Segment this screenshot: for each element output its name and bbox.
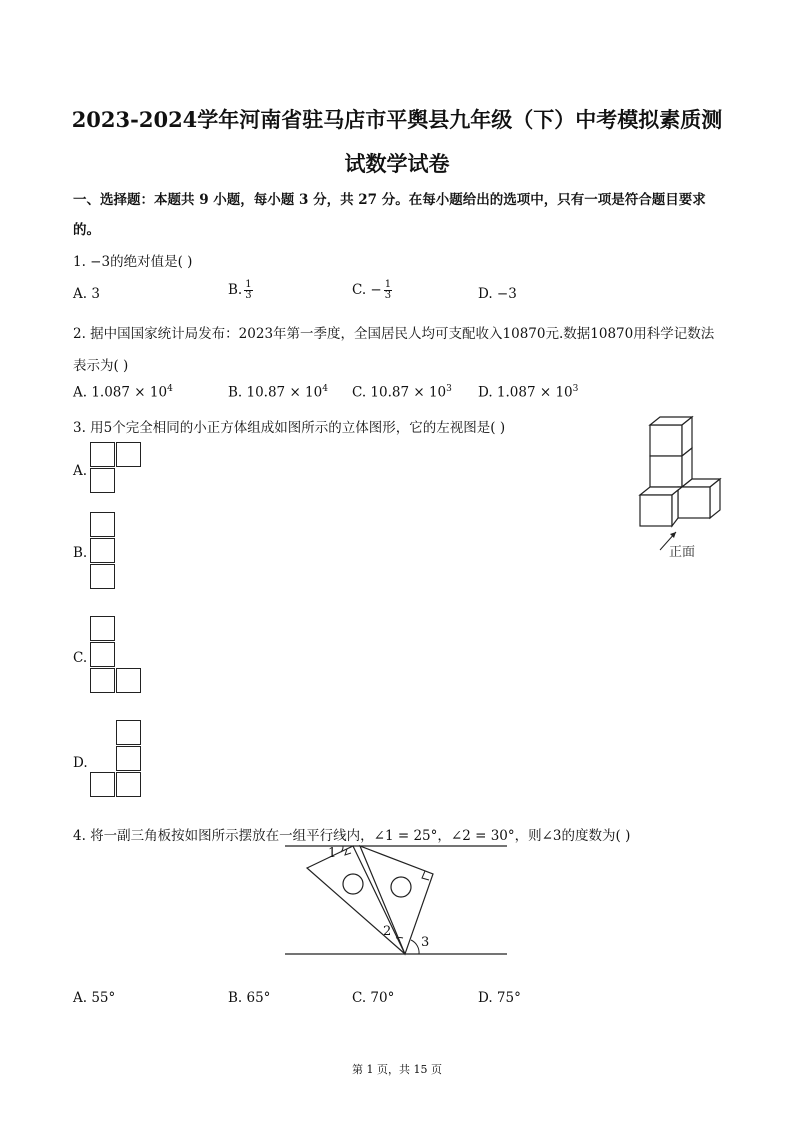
q1-option-c-fraction	[384, 280, 392, 301]
front-label: 正面	[669, 545, 696, 560]
q2-option-d-exponent: 3	[572, 384, 579, 394]
view-square	[90, 668, 115, 693]
question-2-stem-cont: 表示为( )	[73, 358, 129, 374]
q1-option-c-label: C. −	[352, 282, 382, 298]
q2-option-d-base: D. 1.087 × 10	[478, 384, 573, 401]
view-square	[116, 772, 141, 797]
cube-front-face	[650, 456, 682, 487]
cube-front-face	[640, 495, 672, 526]
q3-option-c-figure	[90, 616, 145, 696]
q1-option-a: A. 3	[73, 286, 100, 302]
q4-option-b: B. 65°	[228, 990, 271, 1006]
view-square	[90, 512, 115, 537]
view-square	[90, 468, 115, 493]
fraction-denominator: 3	[384, 290, 392, 301]
q4-option-a: A. 55°	[73, 990, 116, 1006]
q4-option-c: C. 70°	[352, 990, 395, 1006]
section-header-cont: 的。	[73, 222, 100, 238]
q2-option-b-base: B. 10.87 × 10	[228, 384, 323, 401]
q1-option-b-fraction	[244, 280, 252, 301]
view-square	[90, 616, 115, 641]
view-square	[116, 442, 141, 467]
angle-2-label: 2	[383, 924, 392, 939]
view-square	[116, 668, 141, 693]
q2-option-d	[478, 384, 578, 401]
q2-option-b	[228, 384, 328, 401]
angle-3-arc	[411, 940, 419, 954]
question-4-stem: 4. 将一副三角板按如图所示摆放在一组平行线内，∠1 = 25°，∠2 = 30°，则∠3的度数为( )	[73, 828, 631, 844]
page-title: 2023-2024学年河南省驻马店市平舆县九年级（下）中考模拟素质测	[71, 107, 723, 132]
view-square	[90, 772, 115, 797]
section-header: 一、选择题：本题共 9 小题，每小题 3 分，共 27 分。在每小题给出的选项中，只有一项是符合题目要求	[73, 192, 706, 208]
cube-front-face	[678, 487, 710, 518]
view-square	[116, 720, 141, 745]
q2-option-a-base: A. 1.087 × 10	[73, 384, 168, 401]
q2-option-c-exponent: 3	[446, 384, 452, 394]
page-title-line2: 试数学试卷	[344, 151, 450, 176]
q2-option-c	[352, 384, 452, 401]
view-square	[90, 538, 115, 563]
q3-option-b-figure	[90, 512, 120, 592]
q4-triangle-figure	[285, 838, 510, 960]
q2-option-a-exponent: 4	[167, 384, 173, 394]
q4-option-d: D. 75°	[478, 990, 521, 1006]
question-2-stem: 2. 据中国国家统计局发布：2023年第一季度，全国居民人均可支配收入10870元.数据10870用科学记数法	[73, 326, 715, 342]
angle-3-label: 3	[421, 935, 430, 950]
q3-option-d-figure	[90, 720, 145, 800]
q1-option-b	[228, 280, 253, 301]
cube-side-face	[672, 490, 678, 526]
q3-option-d-label: D.	[73, 755, 88, 771]
view-square	[116, 746, 141, 771]
angle-1-label: 1	[328, 846, 337, 861]
q3-option-a-figure	[90, 442, 145, 497]
page-footer: 第 1 页，共 15 页	[352, 1063, 442, 1076]
view-square	[90, 642, 115, 667]
view-square	[90, 564, 115, 589]
fraction-numerator: 1	[245, 279, 252, 290]
q3-option-a-label: A.	[73, 463, 88, 479]
view-square	[90, 442, 115, 467]
q1-option-b-label: B.	[228, 282, 243, 298]
q2-option-b-exponent: 4	[322, 384, 328, 394]
q1-option-c	[352, 280, 392, 301]
q3-option-c-label: C.	[73, 650, 88, 666]
question-1-stem: 1. −3的绝对值是( )	[73, 254, 193, 270]
fraction-denominator: 3	[245, 290, 252, 301]
cube-front-face	[650, 425, 682, 456]
fraction-numerator: 1	[384, 279, 392, 290]
question-3-stem: 3. 用5个完全相同的小正方体组成如图所示的立体图形，它的左视图是( )	[73, 420, 506, 436]
q2-option-c-base: C. 10.87 × 10	[352, 384, 447, 401]
q3-option-b-label: B.	[73, 545, 88, 561]
q1-option-d: D. −3	[478, 286, 517, 302]
q2-option-a	[73, 384, 173, 401]
